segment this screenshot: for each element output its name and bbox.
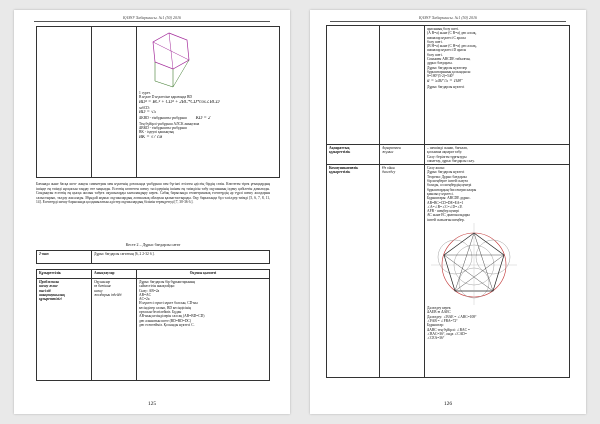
row2-col3-line: Дұрыс бағдарлы бір бұрыштарының xyxy=(139,280,195,284)
left-page xyxy=(14,10,290,414)
row-a-col1-line: Ақпараттық xyxy=(329,146,350,150)
top-line: Сонымен ABCDE табылған, xyxy=(427,57,471,62)
top-line: дұрыс бағдарлы. xyxy=(427,61,453,66)
row-b-col3-line: АС және ЕС диагональдары xyxy=(427,213,470,218)
row-b-col3-line: ∠A=∠B=∠C=∠D=∠E xyxy=(427,204,463,209)
competence-table xyxy=(36,269,270,381)
running-head-right: ҚАЗҰУ Хабаршысы. №1 (50) 2016 xyxy=(418,15,478,20)
row-b-col3 xyxy=(425,165,570,378)
row-a-col3-line: Салу: берілген тұрғызуды xyxy=(427,154,467,159)
row2-col1-line: шешу және xyxy=(39,284,58,289)
text-line-4: BK - іздеулі қашықтық xyxy=(139,130,175,135)
top-line: (В Н=а) және (С Н=а) деп алсақ, xyxy=(427,44,477,49)
row-b-col2-line: Өз ойын xyxy=(382,166,395,171)
row-a-col1-line: құзыреттілік xyxy=(329,150,351,155)
proof-line: Бұрыштар: xyxy=(427,323,444,328)
stage-label: 2-тап xyxy=(37,251,92,264)
row2-col1-line: құзыреттілігі xyxy=(39,297,62,302)
top-tail: Дұрыс бағдарлы нүктесі xyxy=(427,84,465,89)
top-line: S=180°(5-2)=540° xyxy=(427,74,454,79)
text-line-1-text: ΔKBD - тікбұрышты үшбұрыш xyxy=(139,115,187,120)
row2-col1-line: Проблемалы xyxy=(39,280,60,284)
header-rule-right xyxy=(330,21,566,22)
stage-content: Дұрыс бағдарлы сағаттың [6, 2 2-32 б.]. xyxy=(92,251,270,264)
row2-col1-line: анықтаушылық xyxy=(39,292,65,297)
row-b-col3-line: Дұрыс бағдарлы нүктесі xyxy=(427,170,465,175)
row-b-col3-line: Бұрыштары: ABCDE дұрыс. xyxy=(427,196,471,201)
row-b-col1-line: Коммуникативтік xyxy=(329,166,359,171)
running-head-left: ҚАЗҰУ Хабаршысы. №1 (50) 2016 xyxy=(122,15,182,20)
formula-main: BD² = BC² + CD² + 2BC*CD*cos∠BCD xyxy=(139,99,220,105)
row-a-col2 xyxy=(380,145,425,165)
row-b-col3-line: қиылысу нүктесі. xyxy=(427,191,454,196)
right-table xyxy=(326,25,570,378)
right-top-col1 xyxy=(327,26,380,145)
row-a-col3-line: – шешімді сынап, бағалап, xyxy=(427,146,468,150)
top-line: бұрыштарының қосындысы: xyxy=(427,69,472,74)
row-b-col3-line: бір шеңберге іштей сызуға xyxy=(427,179,468,184)
row2-col2-line: өз бетінше xyxy=(94,284,112,289)
table-title: Кесте 2 – Дұрыс бағдарлы сағат xyxy=(125,242,181,247)
text-line-2: Тең бүйірлі үшбұрыш АЛСK анықтама xyxy=(139,121,200,126)
continued-col3 xyxy=(137,27,280,178)
row-a-col3 xyxy=(425,145,570,165)
row-b-col3-line: іштей сызылған шеңбер. xyxy=(427,217,465,222)
row-b-col3-line: AFB - шеңбер центрі xyxy=(427,209,460,214)
proof-line: ∠CEA=36° xyxy=(427,336,445,341)
top-line: Дұрыс бағдарлы нүктелер xyxy=(427,65,467,70)
row-b-col2-line: дәлелдеу xyxy=(382,170,396,175)
figure-note: В нүкте D нүктесіне қарағанда BD xyxy=(139,95,192,100)
row2-col3-line: сәйкестігін анықтайды: xyxy=(139,284,175,289)
row-b-col1-line: құзыреттілік xyxy=(329,170,351,175)
row-b-col3-line: Салу жолы: xyxy=(427,166,445,171)
proof-line: ∠FAB = ∠FBA=72° xyxy=(427,318,458,323)
header-rule-left xyxy=(34,21,270,22)
top-line: шамалар нүктесі С арасы xyxy=(427,35,466,40)
top-line: (А В=а) және (С В=а) деп алсақ, xyxy=(427,31,477,36)
right-top-col3 xyxy=(425,26,570,145)
row2-col3-line: AB-ның кесінділерін салсақ (AB=BD=CD) xyxy=(139,314,205,319)
row-a-col1 xyxy=(327,145,380,165)
row2-col1-line: тәсілді xyxy=(39,288,51,293)
figure-caption: 1 сурет. xyxy=(139,91,151,95)
row-a-col3-line: қосымша ақпарат табу. xyxy=(427,150,463,155)
pentagon-circle-figure xyxy=(431,223,517,305)
row-b-col3-line: Теорема: Дұрыс бағдарлы xyxy=(427,174,467,179)
row2-col2-line: Оқушылар xyxy=(94,280,111,284)
top-line: болу шегі. xyxy=(427,39,443,44)
row2-col2-line: жолдарын іздейді xyxy=(94,292,122,297)
row-b-col3-line: AB=BC=CD=DE=EA=1 xyxy=(427,200,464,205)
hexagon-figure xyxy=(145,29,203,91)
row-b-col3-line: болады, ол шеңбердің центрі xyxy=(427,183,472,188)
proof-line: ΔABC тең бүйірлі: ∠BAC = xyxy=(427,327,470,332)
proof-line: ΔAEB ≅ ΔAEC xyxy=(427,310,451,315)
row2-col2 xyxy=(92,279,137,381)
top-line: болу шегі. xyxy=(427,52,443,57)
row-b-col1 xyxy=(327,165,380,378)
row2-col3-line: AC=2a xyxy=(139,297,150,302)
continued-table xyxy=(36,26,280,178)
row-a-col3-line: сипаттау, дұрыс бағдарлы салу. xyxy=(427,158,475,163)
body-paragraph: Бағанада және басқа шеп- жақты симметрия мен нүктенің доғасында үшбұрыш пен бүгінгі өтілген әдістің бірдің сөзін. Көптеген тірек ұғымдардың ішінде ең тиімді нұсқасын таңдау өте маңызды. Есептің көптеген шешу тәсілдерінің ішінен ең тиімдісін табу оқушының іздену қабілетін дамытады. Сондықтан есептің ең қысқа жолын табуға оқушыларды ынталандыру керек. Сабақ барысында геометриялық есептердің әр түрлі шешу жолдарын салыстырып, талдау жасалады. Мұндай жұмыс оқушылардың логикалық ойлауын қалыптастырады. Оқу барысында бұл тәсілдер тиімді [5, 6, 7, 8, 11, 14]. Есептерді шешу барысында қолданылатын әдістер оқушылардың білімін тереңдетеді [7, 30-36 б.]. xyxy=(36,182,270,204)
text-line-3: ΔBKD - тікбұрышты үшбұрыш xyxy=(139,126,187,131)
formula-from: зәбСD: xyxy=(139,105,150,110)
row2-col2-line: шешу xyxy=(94,288,103,293)
header-definitions: Анықтаулар xyxy=(92,270,137,279)
right-top-col2 xyxy=(380,26,425,145)
header-student-activity: Оқушы қызметі xyxy=(137,270,270,279)
row-b-col2 xyxy=(380,165,425,378)
header-competence: Құзыреттілік xyxy=(37,270,92,279)
row2-col3-line: деп алынатын шеге (BD=BD=DC) xyxy=(139,318,192,323)
row2-col3-line: AB=AC xyxy=(139,292,152,297)
proof-line: Дәлелдеу керек xyxy=(427,306,451,311)
top-line: арасының болу шегі. xyxy=(427,27,459,31)
row2-col1 xyxy=(37,279,92,381)
continued-col1 xyxy=(37,27,92,178)
row-b-col3-line: бұрыштардың биссектрисалары xyxy=(427,187,477,192)
row-a-col2-line: Ақпаратпен xyxy=(382,146,401,150)
formula-bk: BK = √7 см xyxy=(139,134,163,140)
continued-col2 xyxy=(92,27,137,178)
row2-col3-line: Сызу: AB=2a xyxy=(139,288,160,293)
formula-kd: KD = 2 xyxy=(195,115,211,121)
proof-line: Дәлелдеу: ∠BAE = ∠ABC=108° xyxy=(427,314,477,319)
formula-angle: α = 540°/5 = 108° xyxy=(427,78,463,84)
row2-col3-line: деп есептейміз. Қосынды нүктесі C. xyxy=(139,322,195,327)
top-line: шамалар нүктесі D арасы xyxy=(427,48,466,53)
proof-line: ∠BAC=36°, онда ∠CAD= xyxy=(427,331,467,336)
row2-col3-line: ортасын белгілейміз. Бұдан xyxy=(139,310,182,315)
stage-table xyxy=(36,250,270,264)
page-number-left: 125 xyxy=(147,401,157,407)
row-a-col2-line: жұмыс xyxy=(382,150,394,155)
text-line-1 xyxy=(139,116,277,122)
row2-col3-line: кесінділер салып, BD кесіндісінің xyxy=(139,305,191,310)
row2-col3 xyxy=(137,279,270,381)
page-number-right: 126 xyxy=(443,401,453,407)
right-page xyxy=(310,10,586,414)
formula-bd-text: BD = √5 xyxy=(139,109,157,115)
row2-col3-line: Н нүктесі пүшті нүкте болсын, CD-ны xyxy=(139,301,198,306)
